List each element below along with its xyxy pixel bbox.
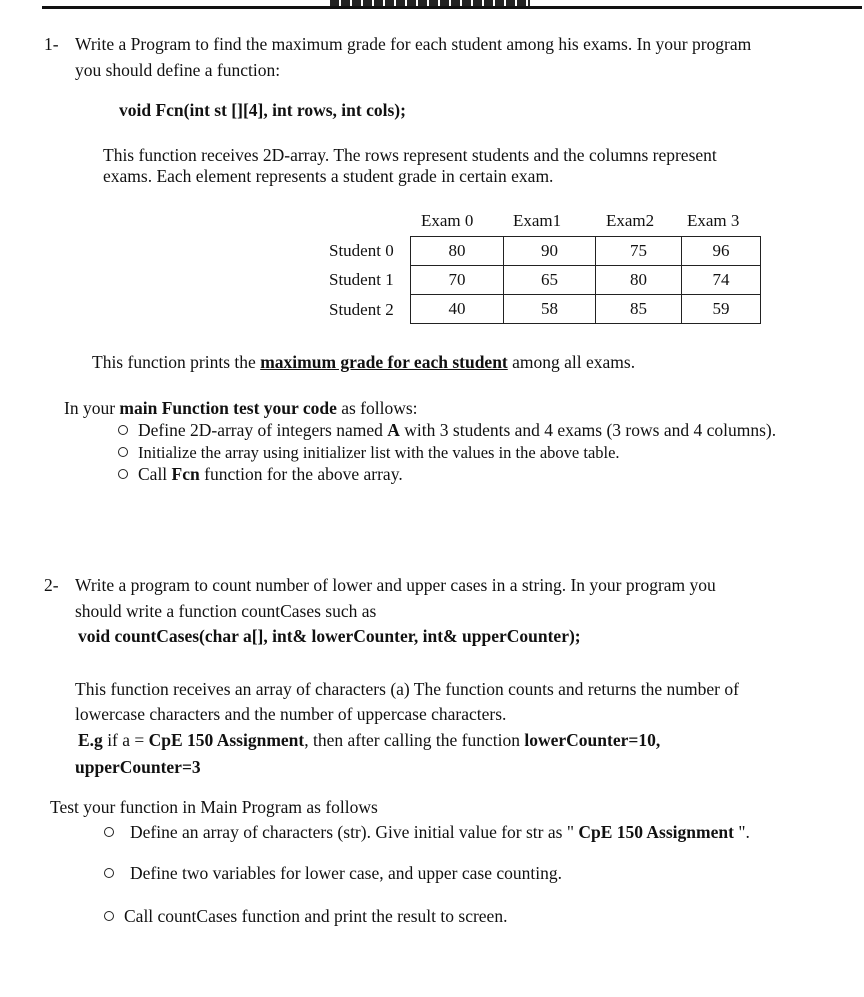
q2-bullet1-emph: CpE 150 Assignment	[578, 822, 734, 842]
grade-cell: 80	[411, 237, 504, 266]
bullet-icon	[118, 425, 128, 435]
grade-cell: 75	[596, 237, 682, 266]
grade-cell: 40	[411, 295, 504, 324]
q1-main-line	[64, 398, 418, 419]
q1-bullet1-post: with 3 students and 4 exams (3 rows and 4 columns).	[399, 420, 777, 440]
grade-cell: 58	[504, 295, 596, 324]
q1-main-emph: main Function test your code	[119, 398, 337, 418]
q2-number: 2-	[44, 575, 59, 595]
row-label: Student 1	[329, 270, 394, 289]
q2-test-title: Test your function in Main Program as follows	[50, 797, 378, 817]
q2-eg-emph1: CpE 150 Assignment	[148, 730, 305, 750]
q2-bullet1-pre: Define an array of characters (str). Give initial value for str as "	[130, 822, 579, 842]
q2-desc-line2: lowercase characters and the number of uppercase characters.	[75, 704, 507, 724]
grade-cell: 70	[411, 266, 504, 295]
q2-eg-mid2: , then after calling the function	[304, 730, 525, 750]
q2-bullet1-post: ".	[733, 822, 750, 842]
row-label: Student 0	[329, 241, 394, 260]
header-rule	[42, 6, 862, 9]
col-header: Exam 3	[687, 211, 740, 230]
q1-bullet-1	[118, 420, 776, 441]
q2-eg-emph2: lowerCounter=10,	[524, 730, 661, 750]
bullet-icon	[104, 827, 114, 837]
grade-cell: 74	[682, 266, 761, 295]
q1-desc-line2: exams. Each element represents a student grade in certain exam.	[103, 166, 554, 186]
q2-bullet-2	[104, 863, 562, 884]
q1-bullet1-pre: Define 2D-array of integers named	[138, 420, 388, 440]
table-row	[411, 295, 761, 324]
bullet-icon	[104, 911, 114, 921]
bullet-icon	[104, 868, 114, 878]
bullet-icon	[118, 469, 128, 479]
q1-bullet3-emph: Fcn	[171, 464, 200, 484]
grade-cell: 90	[504, 237, 596, 266]
q1-desc-line1: This function receives 2D-array. The rows represent students and the columns represent	[103, 145, 717, 165]
q2-example-line1	[78, 730, 660, 751]
q1-intro-line1: Write a Program to find the maximum grade for each student among his exams. In your program	[75, 34, 752, 54]
q2-eg-label: E.g	[78, 730, 103, 750]
q1-bullet1-emph: A	[387, 420, 400, 440]
q1-intro-line2: you should define a function:	[75, 60, 281, 80]
col-header: Exam2	[606, 211, 655, 230]
q1-bullet3-post: function for the above array.	[199, 464, 403, 484]
grade-cell: 80	[596, 266, 682, 295]
q1-main-post: as follows:	[336, 398, 418, 418]
grade-cell: 96	[682, 237, 761, 266]
grades-table	[410, 236, 761, 324]
col-header: Exam 0	[421, 211, 474, 230]
q1-bullet-2	[118, 443, 620, 463]
q1-bullet3-pre: Call	[138, 464, 172, 484]
row-label: Student 2	[329, 300, 394, 319]
q2-intro-line1: Write a program to count number of lower and upper cases in a string. In your program you	[75, 575, 716, 595]
q1-bullet2-text: Initialize the array using initializer list with the values in the above table.	[138, 443, 620, 462]
q2-example-line2: upperCounter=3	[75, 757, 201, 777]
grade-cell: 85	[596, 295, 682, 324]
col-header: Exam1	[513, 211, 562, 230]
q2-bullet2-text: Define two variables for lower case, and upper case counting.	[130, 863, 562, 883]
table-row	[411, 237, 761, 266]
grade-cell: 59	[682, 295, 761, 324]
bullet-icon	[118, 447, 128, 457]
q1-prints-emph: maximum grade for each student	[260, 352, 508, 372]
q1-signature: void Fcn(int st [][4], int rows, int cols);	[119, 100, 406, 120]
grade-cell: 65	[504, 266, 596, 295]
q1-prints-post: among all exams.	[507, 352, 636, 372]
q1-prints-line	[92, 352, 635, 373]
q1-prints-pre: This function prints the	[92, 352, 261, 372]
q1-main-pre: In your	[64, 398, 120, 418]
q1-number: 1-	[44, 34, 59, 54]
q2-desc-line1: This function receives an array of characters (a) The function counts and returns the number of	[75, 679, 739, 699]
q2-bullet-3	[104, 906, 507, 927]
q2-intro-line2: should write a function countCases such as	[75, 601, 377, 621]
q2-signature: void countCases(char a[], int& lowerCounter, int& upperCounter);	[78, 626, 581, 646]
table-row	[411, 266, 761, 295]
q2-bullet-1	[104, 822, 750, 843]
q2-bullet3-text: Call countCases function and print the result to screen.	[124, 906, 508, 926]
q2-eg-mid1: if a =	[102, 730, 149, 750]
q1-bullet-3	[118, 464, 403, 485]
